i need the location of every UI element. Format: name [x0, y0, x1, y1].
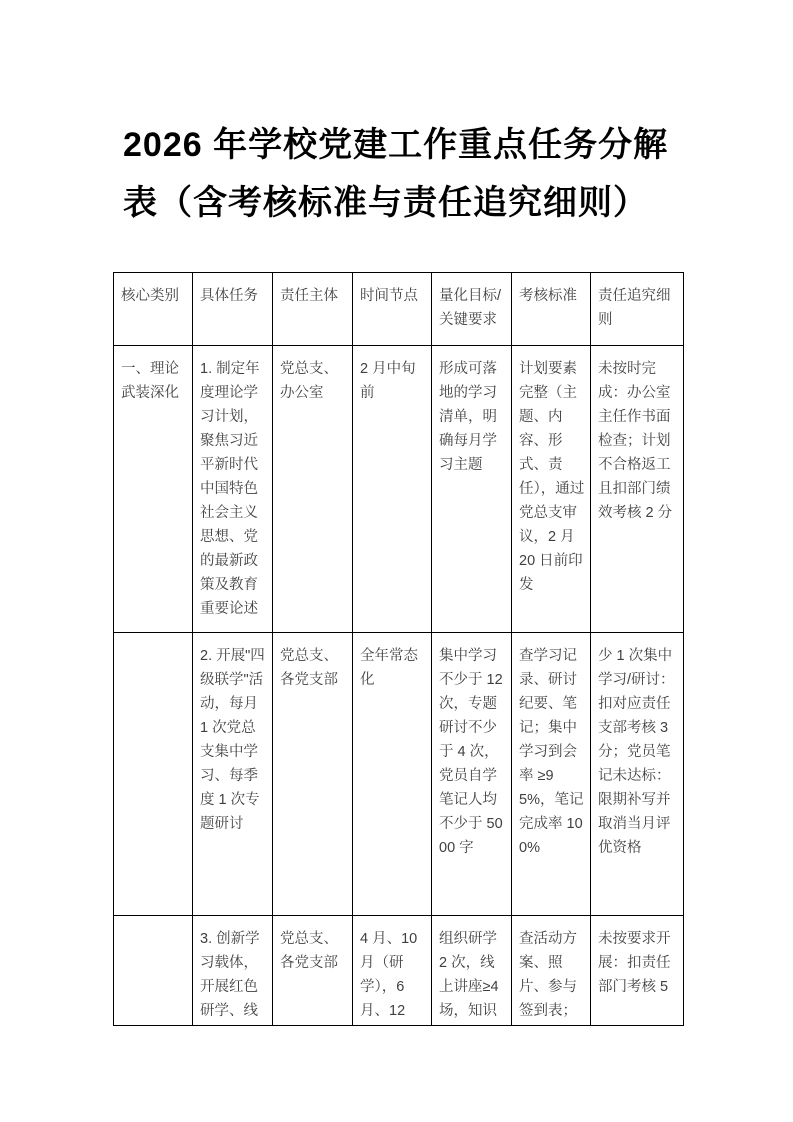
column-header-time-node: 时间节点 [353, 273, 432, 346]
cell-accountability-rules: 少 1 次集中学习/研讨：扣对应责任支部考核 3 分；党员笔记未达标：限期补写并取消当月评优资格 [591, 633, 684, 916]
cell-time-node: 4 月、10 月（研学），6 月、12 [353, 916, 432, 1026]
table-row-task-3-clipped [114, 916, 684, 1026]
column-header-responsible-body: 责任主体 [273, 273, 353, 346]
table-row-task-2 [114, 633, 684, 916]
column-header-assessment-standard: 考核标准 [512, 273, 591, 346]
cell-quantified-target: 形成可落地的学习清单，明确每月学习主题 [432, 346, 512, 633]
cell-quantified-target: 组织研学 2 次，线上讲座≥4 场，知识 [432, 916, 512, 1026]
document-title-line-2: 表（含考核标准与责任追究细则） [123, 184, 648, 222]
cell-core-category [114, 633, 193, 916]
cell-responsible-body: 党总支、各党支部 [273, 916, 353, 1026]
task-breakdown-table [113, 272, 684, 1026]
cell-accountability-rules: 未按要求开展：扣责任部门考核 5 [591, 916, 684, 1026]
column-header-quantified-target: 量化目标/关键要求 [432, 273, 512, 346]
cell-responsible-body: 党总支、办公室 [273, 346, 353, 633]
cell-core-category [114, 916, 193, 1026]
cell-assessment-standard: 计划要素完整（主题、内容、形式、责任），通过党总支审议，2 月 20 日前印发 [512, 346, 591, 633]
cell-accountability-rules: 未按时完成：办公室主任作书面检查；计划不合格返工且扣部门绩效考核 2 分 [591, 346, 684, 633]
cell-quantified-target: 集中学习不少于 12 次，专题研讨不少于 4 次，党员自学笔记人均不少于 5000 字 [432, 633, 512, 916]
column-header-specific-task: 具体任务 [193, 273, 273, 346]
cell-specific-task: 1. 制定年度理论学习计划，聚焦习近平新时代中国特色社会主义思想、党的最新政策及教育重要论述 [193, 346, 273, 633]
column-header-accountability-rules: 责任追究细则 [591, 273, 684, 346]
cell-time-node: 2 月中旬前 [353, 346, 432, 633]
cell-core-category: 一、理论武装深化 [114, 346, 193, 633]
table-row-task-1 [114, 346, 684, 633]
table-header-row [114, 273, 684, 346]
cell-specific-task: 2. 开展"四级联学"活动，每月 1 次党总支集中学习、每季度 1 次专题研讨 [193, 633, 273, 916]
cell-responsible-body: 党总支、各党支部 [273, 633, 353, 916]
cell-time-node: 全年常态化 [353, 633, 432, 916]
cell-assessment-standard: 查活动方案、照片、参与签到表； [512, 916, 591, 1026]
document-title [123, 116, 713, 232]
cell-specific-task: 3. 创新学习载体，开展红色研学、线 [193, 916, 273, 1026]
document-title-line-1: 2026 年学校党建工作重点任务分解 [123, 126, 669, 164]
column-header-core-category: 核心类别 [114, 273, 193, 346]
cell-assessment-standard: 查学习记录、研讨纪要、笔记；集中学习到会率 ≥95%，笔记完成率 100% [512, 633, 591, 916]
